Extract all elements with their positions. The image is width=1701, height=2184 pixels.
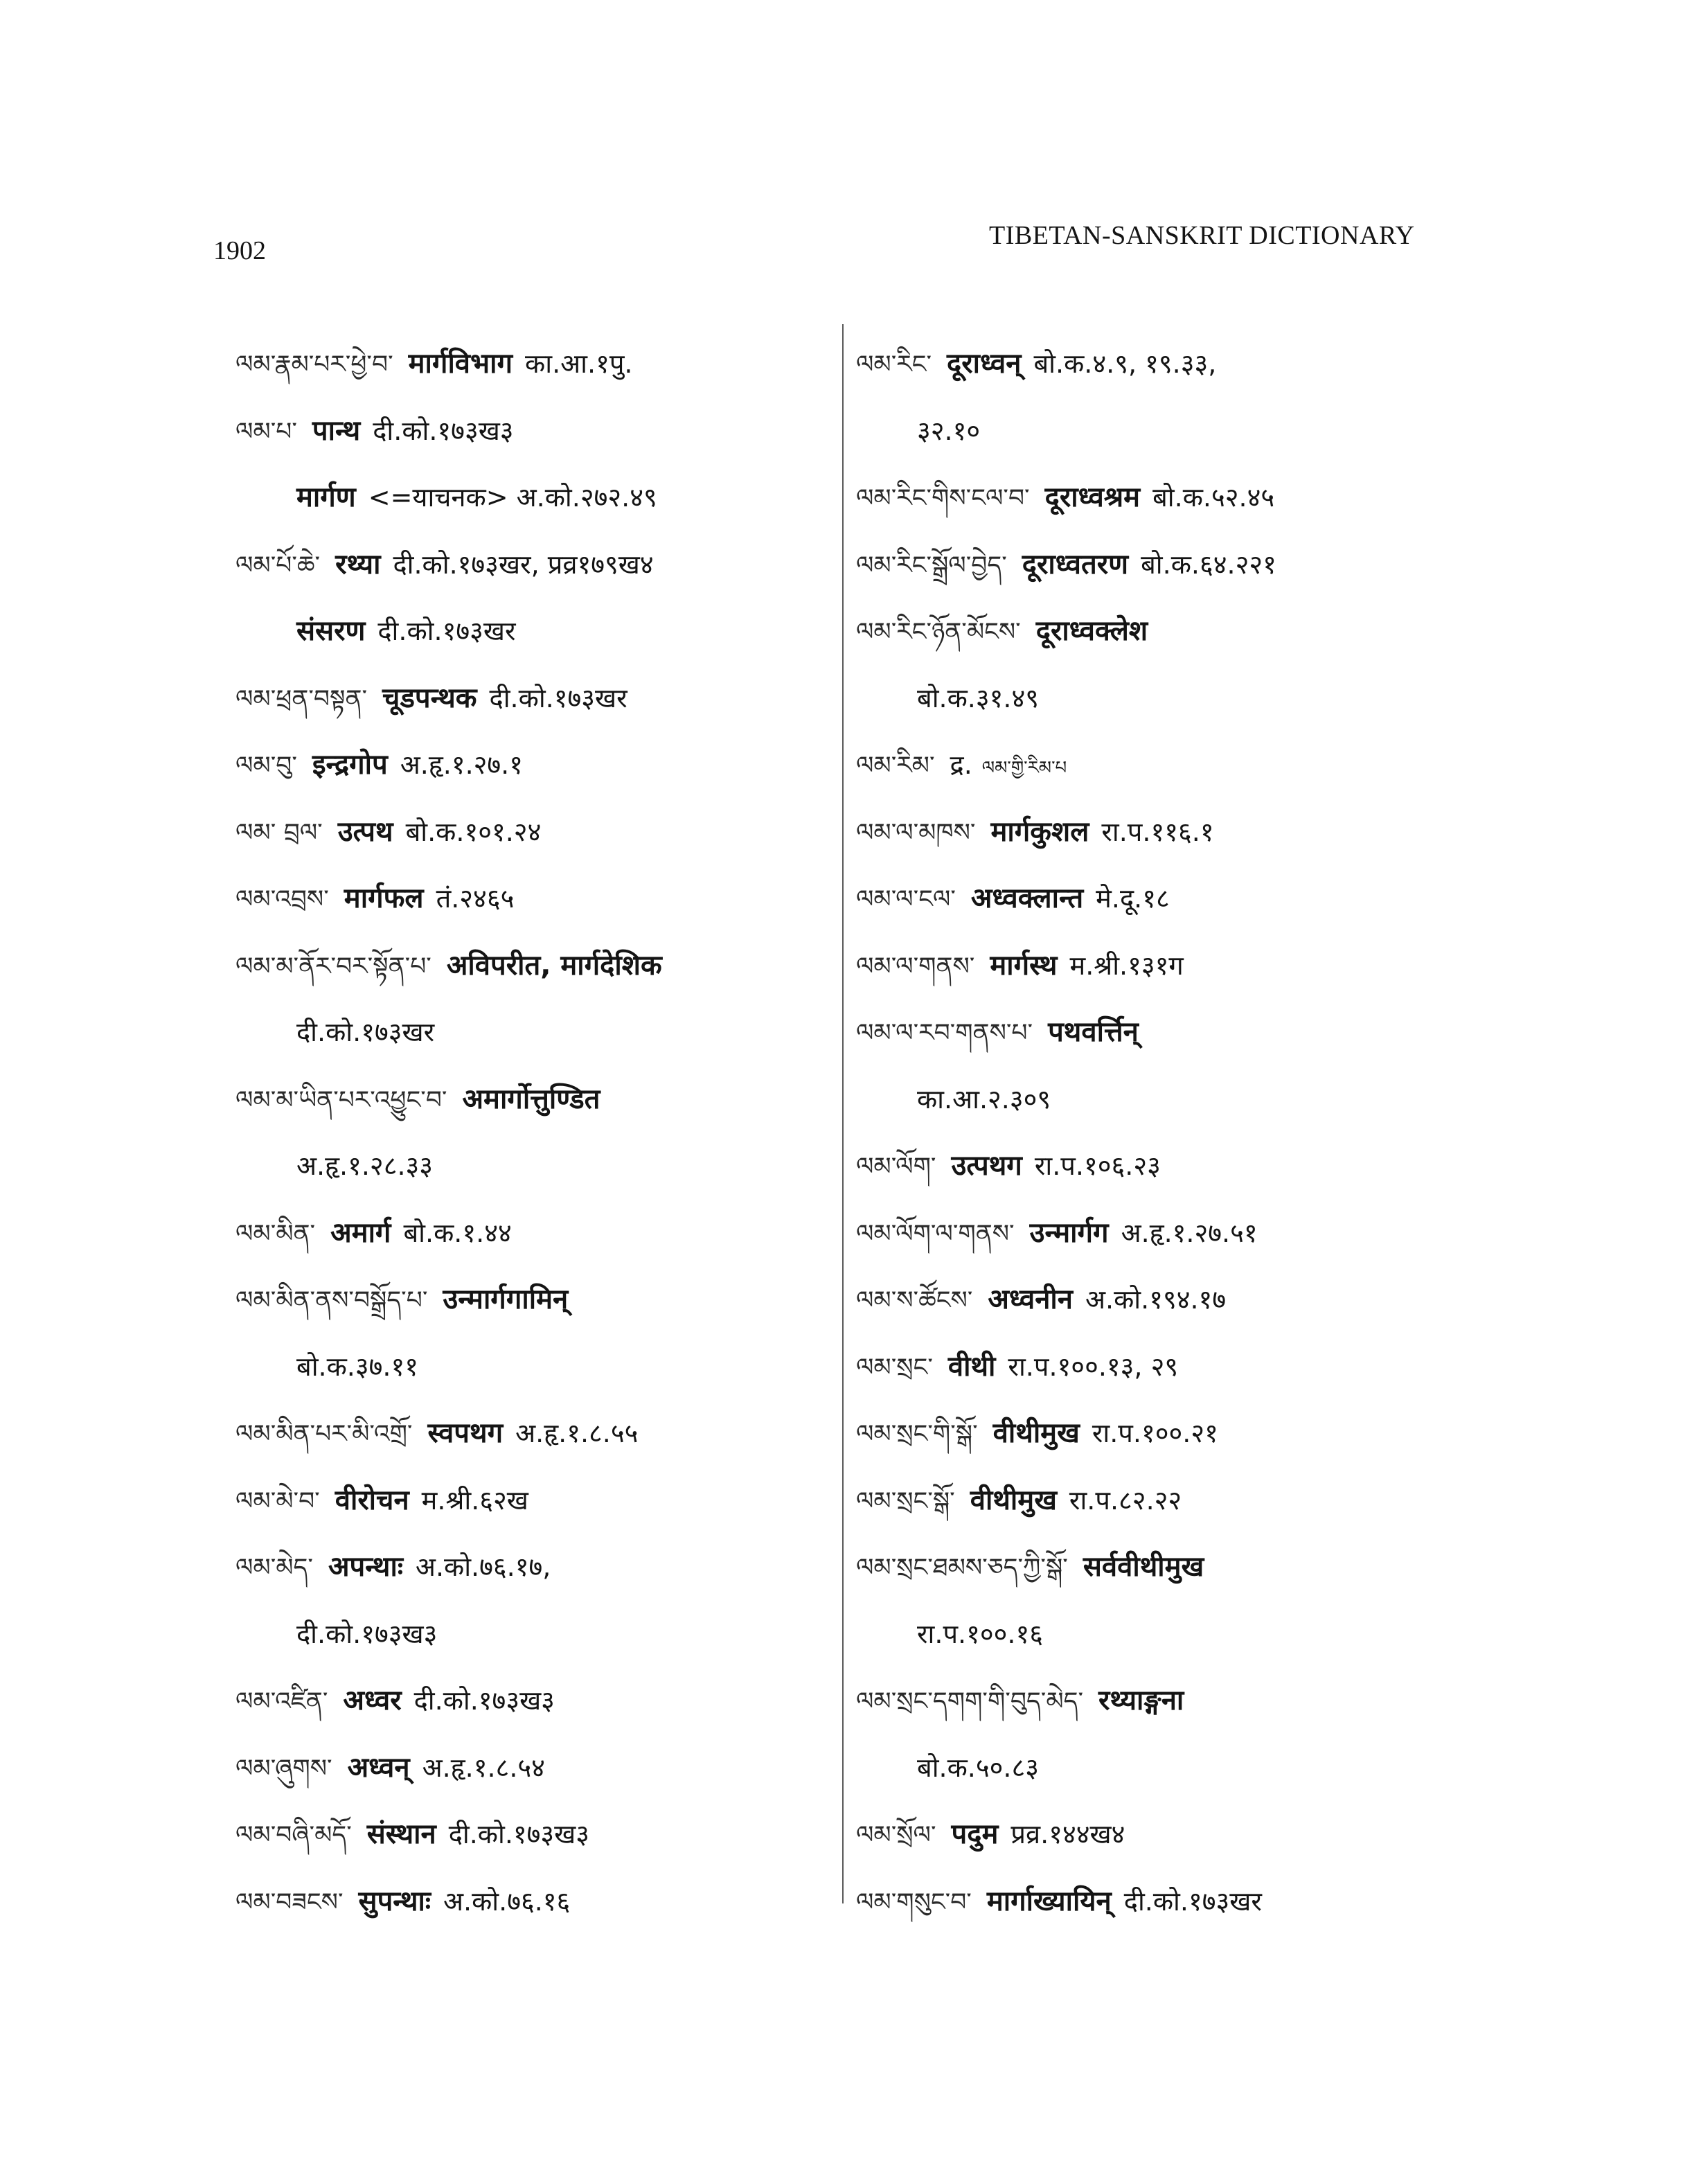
dictionary-entry xyxy=(856,798,1521,865)
tibetan-headword: ལམ་སྲོལ་ xyxy=(856,1821,936,1849)
dictionary-entry xyxy=(235,998,838,1065)
tibetan-headword: ལམ་གསུང་བ་ xyxy=(856,1888,972,1917)
tibetan-headword: ལམ་བཞི་མདོ་ xyxy=(235,1821,352,1849)
sanskrit-equivalent: दूराध्वश्रम xyxy=(1044,481,1141,513)
dictionary-entry xyxy=(856,1199,1521,1266)
tibetan-headword: ལམ་སྲང་ཐམས་ཅད་ཀྱི་སྒོ་ xyxy=(856,1554,1068,1582)
sanskrit-equivalent: संस्थान xyxy=(366,1818,436,1850)
dictionary-entry xyxy=(856,1266,1521,1333)
sanskrit-equivalent: इन्द्रगोप xyxy=(312,749,388,781)
dictionary-entry xyxy=(856,1600,1521,1667)
tibetan-headword: ལམ་པ་ xyxy=(235,417,297,446)
dictionary-entry xyxy=(856,1333,1521,1400)
source-reference: रा.प.११६.१ xyxy=(1101,816,1214,847)
sanskrit-equivalent: स्वपथग xyxy=(427,1417,504,1449)
sanskrit-equivalent: उत्पथ xyxy=(337,815,393,848)
dictionary-entry xyxy=(235,1065,838,1133)
dictionary-entry xyxy=(856,1065,1521,1133)
dictionary-entry xyxy=(856,531,1521,598)
tibetan-headword: ལམ་སྲང་ xyxy=(856,1353,933,1382)
sanskrit-equivalent: मार्गण xyxy=(296,481,356,513)
sanskrit-equivalent: मार्गफल xyxy=(344,882,424,914)
sanskrit-equivalent: संसरण xyxy=(296,615,366,647)
sanskrit-equivalent: अध्वक्लान्त xyxy=(970,882,1084,914)
source-reference: अ.हृ.१.२७.१ xyxy=(400,749,524,780)
tibetan-headword: ལམ་བཟངས་ xyxy=(235,1888,344,1917)
dictionary-entry xyxy=(235,864,838,932)
tibetan-headword: ལམ་རྣམ་པར་ཕྱེ་བ་ xyxy=(235,350,393,379)
tibetan-headword: ལམ་ལ་གནས་ xyxy=(856,952,975,981)
source-reference: अ.हृ.१.२७.५१ xyxy=(1121,1217,1258,1248)
source-reference: का.आ.१पु. xyxy=(525,348,633,379)
source-reference: दी.को.१७३खर xyxy=(1123,1885,1262,1917)
source-reference: प्रव्र.१४४ख४ xyxy=(1010,1819,1125,1849)
dictionary-entry xyxy=(856,1867,1521,1935)
tibetan-headword: ལམ་འབྲས་ xyxy=(235,885,329,914)
sanskrit-equivalent: अमार्गोत्तुण्डित xyxy=(462,1083,600,1115)
dictionary-entry xyxy=(235,1333,838,1400)
dictionary-entry xyxy=(235,664,838,731)
source-reference: बो.क.६४.२२१ xyxy=(1141,549,1276,580)
source-reference: ३२.१० xyxy=(917,415,981,446)
right-column xyxy=(856,330,1521,1934)
tibetan-headword: ལམ་རིང་ xyxy=(856,350,932,379)
source-reference: म.श्री.६२ख xyxy=(421,1484,528,1516)
sanskrit-equivalent: अध्वन् xyxy=(347,1751,410,1784)
sanskrit-equivalent: अविपरीत, मार्गदेशिक xyxy=(446,949,662,982)
sanskrit-equivalent: अध्वर xyxy=(343,1685,402,1716)
source-reference: दी.को.१७३खर xyxy=(377,616,516,646)
source-reference: दी.को.१७३ख३ xyxy=(296,1618,438,1649)
dictionary-entry xyxy=(235,1533,838,1600)
sanskrit-equivalent: रथ्याङ्गना xyxy=(1098,1685,1184,1716)
dictionary-entry xyxy=(856,1466,1521,1534)
sanskrit-equivalent: वीथी xyxy=(947,1350,996,1383)
sanskrit-equivalent: रथ्या xyxy=(335,548,381,580)
tibetan-headword: ལམ་འཛིན་ xyxy=(235,1687,328,1716)
sanskrit-equivalent: उन्मार्गगामिन् xyxy=(443,1284,569,1315)
dictionary-entry xyxy=(856,664,1521,731)
dictionary-entry xyxy=(856,932,1521,999)
sanskrit-equivalent: पथवर्त्तिन् xyxy=(1048,1016,1139,1048)
dictionary-entry xyxy=(235,463,838,531)
source-reference: का.आ.२.३०९ xyxy=(917,1083,1051,1115)
source-reference: बो.क.५२.४५ xyxy=(1152,482,1275,513)
dictionary-entry xyxy=(856,998,1521,1065)
tibetan-headword: ལམ་རིང་ཉོན་མོངས་ xyxy=(856,618,1021,646)
source-reference: अ.हृ.१.२८.३३ xyxy=(296,1151,434,1181)
dictionary-entry xyxy=(235,798,838,865)
tibetan-headword: ལམ་མིན་ xyxy=(235,1219,316,1248)
tibetan-headword: ལམ་རིམ་ xyxy=(856,752,935,780)
dictionary-entry xyxy=(235,330,838,397)
dictionary-entry xyxy=(856,397,1521,464)
tibetan-headword: ལམ་ས་ཚོངས་ xyxy=(856,1286,973,1315)
source-reference: मे.दू.१८ xyxy=(1096,883,1170,914)
tibetan-headword: ལམ་ལ་ངལ་ xyxy=(856,885,956,914)
dictionary-entry xyxy=(856,1533,1521,1600)
tibetan-headword: ལམ་སྲང་སྒོ་ xyxy=(856,1486,955,1516)
sanskrit-equivalent: वीथीमुख xyxy=(970,1484,1057,1516)
source-reference: बो.क.१०१.२४ xyxy=(405,816,542,847)
dictionary-entry xyxy=(235,1734,838,1801)
tibetan-headword: ལམ་མིན་པར་མི་འགྲོ་ xyxy=(235,1420,413,1448)
dictionary-entry xyxy=(235,1399,838,1466)
sanskrit-equivalent: दूराध्वक्लेश xyxy=(1035,615,1148,647)
tibetan-headword: ལམ་པོ་ཆེ་ xyxy=(235,551,321,580)
tibetan-headword: ལམ་ལོག་ལ་གནས་ xyxy=(856,1219,1015,1248)
tibetan-headword: ལམ་རིང་གིས་ངལ་བ་ xyxy=(856,484,1030,513)
source-reference: बो.क.३७.११ xyxy=(296,1351,419,1382)
source-reference: रा.प.८२.२२ xyxy=(1069,1484,1182,1516)
tibetan-headword: ལམ་བུ་ xyxy=(235,752,297,780)
dictionary-entry xyxy=(856,1132,1521,1199)
tibetan-headword: ལམ་རིང་སྒྲོལ་བྱེད་ xyxy=(856,551,1007,580)
sanskrit-equivalent: वीथीमुख xyxy=(992,1417,1080,1449)
sanskrit-equivalent: अमार्ग xyxy=(330,1216,391,1249)
dictionary-entry xyxy=(856,864,1521,932)
source-reference: अ.को.७६.१७, xyxy=(415,1552,551,1582)
source-reference: रा.प.१००.१६ xyxy=(917,1618,1044,1649)
sanskrit-equivalent: पदुम xyxy=(951,1818,999,1850)
source-reference: अ.को.७६.१६ xyxy=(443,1885,571,1917)
source-reference: द्र. xyxy=(950,749,972,780)
tibetan-headword: ལམ་མེད་ xyxy=(235,1554,313,1582)
dictionary-entry xyxy=(235,1667,838,1734)
source-reference: दी.को.१७३ख३ xyxy=(373,415,514,446)
sanskrit-equivalent: उत्पथग xyxy=(951,1150,1022,1182)
cross-reference: ལམ་གྱི་རིམ་པ xyxy=(981,758,1067,779)
tibetan-headword: ལམ་ལ་རབ་གནས་པ་ xyxy=(856,1019,1033,1047)
source-reference: दी.को.१७३खर xyxy=(296,1017,435,1047)
source-reference: रा.प.१००.२१ xyxy=(1092,1418,1218,1448)
tibetan-headword: ལམ་མིན་ནས་བསྒྲོད་པ་ xyxy=(235,1286,428,1315)
tibetan-headword: ལམ་ཕྲན་བསྟན་ xyxy=(235,684,368,713)
sanskrit-equivalent: मार्गकुशल xyxy=(990,815,1089,848)
dictionary-entry xyxy=(856,463,1521,531)
tibetan-headword: ལམ་ལོག་ xyxy=(856,1153,936,1181)
source-reference: बो.क.१.४४ xyxy=(403,1217,512,1248)
source-reference: रा.प.१०६.२३ xyxy=(1034,1151,1161,1181)
source-reference: अ.हृ.१.८.५४ xyxy=(422,1752,545,1783)
sanskrit-equivalent: मार्गविभाग xyxy=(408,348,513,380)
sanskrit-equivalent: सुपन्थाः xyxy=(358,1885,431,1917)
dictionary-entry xyxy=(856,1667,1521,1734)
source-reference: म.श्री.१३१ग xyxy=(1069,950,1184,981)
dictionary-entry xyxy=(235,1199,838,1266)
dictionary-entry xyxy=(235,397,838,464)
sanskrit-equivalent: पान्थ xyxy=(312,414,361,447)
source-reference: बो.क.४.९, १९.३३, xyxy=(1033,348,1217,379)
tibetan-headword: ལམ་མ་ནོར་བར་སྟོན་པ་ xyxy=(235,952,431,981)
sanskrit-equivalent: सर्ववीथीमुख xyxy=(1083,1551,1204,1583)
source-reference: बो.क.३१.४९ xyxy=(917,682,1040,713)
column-divider xyxy=(842,324,844,1903)
dictionary-entry xyxy=(235,1867,838,1935)
tibetan-headword: ལམ་མ་ཡིན་པར་འཕྱུང་བ་ xyxy=(235,1085,447,1115)
sanskrit-equivalent: अध्वनीन xyxy=(988,1284,1073,1315)
source-reference: दी.को.१७३खर, प्रव्र१७९ख४ xyxy=(393,549,654,580)
page-number: 1902 xyxy=(213,236,266,265)
source-reference: दी.को.१७३ख३ xyxy=(448,1819,590,1849)
sanskrit-equivalent: मार्गाख्यायिन् xyxy=(986,1885,1112,1917)
dictionary-entry xyxy=(235,731,838,798)
dictionary-entry xyxy=(235,1132,838,1199)
sanskrit-equivalent: मार्गस्थ xyxy=(990,949,1058,982)
tibetan-headword: ལམ་ཞུགས་ xyxy=(235,1754,332,1783)
tibetan-headword: ལམ་མེ་བ་ xyxy=(235,1486,320,1516)
tibetan-headword: ལམ་སྲང་དགག་གི་བུད་མེད་ xyxy=(856,1687,1084,1716)
source-reference: तं.२४६५ xyxy=(436,883,515,914)
dictionary-entry xyxy=(856,1399,1521,1466)
dictionary-entry xyxy=(235,1466,838,1534)
running-head: TIBETAN-SANSKRIT DICTIONARY xyxy=(989,221,1415,250)
source-reference: बो.क.५०.८३ xyxy=(917,1752,1040,1783)
dictionary-entry xyxy=(856,330,1521,397)
sanskrit-equivalent: वीरोचन xyxy=(335,1484,409,1516)
left-column xyxy=(235,330,838,1934)
dictionary-entry xyxy=(235,932,838,999)
sanskrit-equivalent: अपन्थाः xyxy=(328,1551,403,1583)
source-reference: <=याचनक> अ.को.२७२.४९ xyxy=(368,482,657,513)
dictionary-entry xyxy=(856,731,1521,798)
source-reference: दी.को.१७३खर xyxy=(489,682,627,713)
tibetan-headword: ལམ་སྲང་གི་སྒོ་ xyxy=(856,1420,978,1448)
source-reference: दी.को.१७३ख३ xyxy=(413,1685,555,1716)
dictionary-entry xyxy=(235,1266,838,1333)
dictionary-entry xyxy=(856,597,1521,664)
tibetan-headword: ལམ་ བྲལ་ xyxy=(235,818,323,847)
source-reference: अ.को.१९४.१७ xyxy=(1085,1284,1227,1315)
dictionary-entry xyxy=(235,1600,838,1667)
sanskrit-equivalent: दूराध्वतरण xyxy=(1022,548,1129,580)
dictionary-entry xyxy=(235,531,838,598)
source-reference: अ.हृ.१.८.५५ xyxy=(515,1418,639,1448)
tibetan-headword: ལམ་ལ་མཁས་ xyxy=(856,818,976,847)
dictionary-entry xyxy=(235,597,838,664)
sanskrit-equivalent: उन्मार्गग xyxy=(1029,1216,1109,1249)
dictionary-entry xyxy=(856,1800,1521,1867)
sanskrit-equivalent: चूडपन्थक xyxy=(382,682,477,714)
sanskrit-equivalent: दूराध्वन् xyxy=(947,348,1022,380)
dictionary-entry xyxy=(856,1734,1521,1801)
dictionary-entry xyxy=(235,1800,838,1867)
source-reference: रा.प.१००.१३, २९ xyxy=(1008,1351,1179,1382)
